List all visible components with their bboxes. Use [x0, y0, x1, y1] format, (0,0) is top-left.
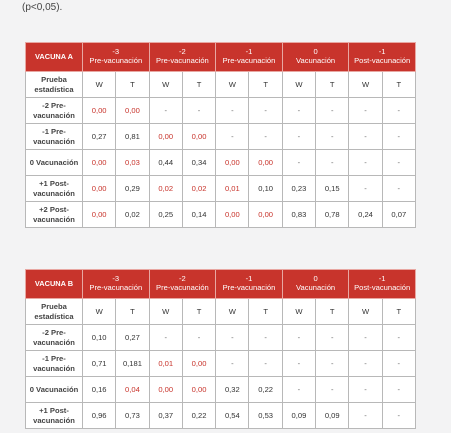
p-value-cell: 0,53 [249, 403, 282, 429]
test-column-header: T [182, 299, 215, 325]
p-value-cell: 0,00 [249, 202, 282, 228]
test-column-header: W [149, 299, 182, 325]
p-value-cell: 0,16 [83, 377, 116, 403]
table-row [26, 202, 416, 228]
p-value-cell: - [249, 98, 282, 124]
p-value-cell: - [282, 325, 315, 351]
period-label: Pre-vacunación [222, 56, 276, 65]
p-value-cell: 0,07 [382, 202, 415, 228]
period-header [149, 270, 216, 299]
p-value-cell: - [149, 325, 182, 351]
test-column-header: W [83, 72, 116, 98]
p-value-cell: 0,10 [83, 325, 116, 351]
period-header [349, 43, 416, 72]
subheader-row [26, 299, 416, 325]
p-value-cell: 0,00 [149, 377, 182, 403]
p-value-cell: 0,02 [182, 176, 215, 202]
p-value-cell: - [349, 377, 382, 403]
p-value-cell: 0,25 [149, 202, 182, 228]
p-value-cell: 0,00 [83, 202, 116, 228]
p-value-cell: - [316, 124, 349, 150]
p-value-cell: - [282, 150, 315, 176]
p-value-cell: 0,01 [216, 176, 249, 202]
p-value-cell: 0,00 [83, 176, 116, 202]
p-value-cell: 0,02 [149, 176, 182, 202]
p-value-cell: 0,14 [182, 202, 215, 228]
test-column-header: W [216, 72, 249, 98]
p-value-cell: - [382, 403, 415, 429]
table-row [26, 150, 416, 176]
row-label: +1 Post-vacunación [26, 176, 83, 202]
test-column-header: T [182, 72, 215, 98]
vaccine-a-table [25, 42, 416, 228]
test-column-header: W [282, 299, 315, 325]
period-label: Pre-vacunación [156, 56, 209, 65]
header-row [26, 270, 416, 299]
table-row [26, 351, 416, 377]
test-column-header: T [316, 299, 349, 325]
row-label: +1 Post-vacunación [26, 403, 83, 429]
test-column-header: T [382, 299, 415, 325]
p-value-cell: 0,181 [116, 351, 149, 377]
period-header [149, 43, 216, 72]
row-header-label: Prueba estadística [26, 299, 83, 325]
period-header [282, 43, 349, 72]
p-value-cell: - [249, 124, 282, 150]
table-row [26, 403, 416, 429]
table-row [26, 124, 416, 150]
period-number: -1 [245, 47, 253, 57]
period-number: -2 [179, 274, 186, 284]
period-number: 0 [313, 274, 318, 284]
p-value-cell: - [216, 124, 249, 150]
p-value-cell: - [349, 98, 382, 124]
test-column-header: T [116, 72, 149, 98]
p-value-cell: 0,23 [282, 176, 315, 202]
period-label: Pre-vacunación [89, 56, 143, 65]
period-number: -3 [112, 274, 120, 284]
test-column-header: W [149, 72, 182, 98]
p-value-cell: 0,00 [182, 124, 215, 150]
test-column-header: W [282, 72, 315, 98]
p-value-cell: 0,00 [83, 150, 116, 176]
p-value-cell: 0,04 [116, 377, 149, 403]
vaccine-label: VACUNA A [26, 43, 83, 72]
p-value-cell: 0,10 [249, 176, 282, 202]
period-label: Post-vacunación [354, 56, 411, 65]
test-column-header: W [349, 72, 382, 98]
p-value-cell: 0,81 [116, 124, 149, 150]
p-value-cell: - [316, 377, 349, 403]
p-value-cell: 0,54 [216, 403, 249, 429]
subheader-row [26, 72, 416, 98]
p-value-cell: - [382, 325, 415, 351]
p-value-cell: - [382, 124, 415, 150]
p-value-cell: - [382, 176, 415, 202]
period-header [216, 270, 283, 299]
test-column-header: W [83, 299, 116, 325]
p-value-cell: - [382, 98, 415, 124]
p-value-cell: - [316, 351, 349, 377]
table-row [26, 325, 416, 351]
row-label: +2 Post-vacunación [26, 202, 83, 228]
p-value-cell: - [316, 98, 349, 124]
p-value-cell: - [349, 150, 382, 176]
p-value-cell: - [349, 351, 382, 377]
intro-text: (p<0,05). [22, 2, 63, 13]
p-value-cell: 0,73 [116, 403, 149, 429]
p-value-cell: 0,00 [216, 150, 249, 176]
p-value-cell: 0,78 [316, 202, 349, 228]
p-value-cell: 0,00 [182, 351, 215, 377]
p-value-cell: - [216, 325, 249, 351]
period-number: -1 [378, 47, 386, 57]
p-value-cell: 0,34 [182, 150, 215, 176]
p-value-cell: 0,00 [249, 150, 282, 176]
p-value-cell: 0,22 [249, 377, 282, 403]
p-value-cell: - [382, 150, 415, 176]
vaccine-b-table [25, 269, 416, 429]
p-value-cell: 0,00 [182, 377, 215, 403]
vaccine-label: VACUNA B [26, 270, 83, 299]
table-row [26, 176, 416, 202]
row-label: -1 Pre-vacunación [26, 124, 83, 150]
period-number: -3 [112, 47, 120, 57]
row-label: -2 Pre-vacunación [26, 325, 83, 351]
period-label: Vacunación [296, 283, 336, 292]
p-value-cell: - [216, 98, 249, 124]
p-value-cell: - [382, 377, 415, 403]
period-label: Pre-vacunación [222, 283, 276, 292]
row-label: 0 Vacunación [26, 150, 83, 176]
table-row [26, 377, 416, 403]
p-value-cell: - [282, 124, 315, 150]
test-column-header: T [249, 72, 282, 98]
p-value-cell: - [216, 351, 249, 377]
p-value-cell: 0,83 [282, 202, 315, 228]
test-column-header: W [216, 299, 249, 325]
p-value-cell: 0,15 [316, 176, 349, 202]
p-value-cell: 0,09 [316, 403, 349, 429]
period-header [282, 270, 349, 299]
test-column-header: T [116, 299, 149, 325]
p-value-cell: - [316, 150, 349, 176]
p-value-cell: 0,22 [182, 403, 215, 429]
p-value-cell: 0,29 [116, 176, 149, 202]
row-label: 0 Vacunación [26, 377, 83, 403]
p-value-cell: 0,44 [149, 150, 182, 176]
test-column-header: T [249, 299, 282, 325]
p-value-cell: 0,01 [149, 351, 182, 377]
p-value-cell: 0,71 [83, 351, 116, 377]
p-value-cell: - [349, 176, 382, 202]
p-value-cell: 0,02 [116, 202, 149, 228]
p-value-cell: - [182, 98, 215, 124]
period-header [83, 43, 150, 72]
p-value-cell: - [316, 325, 349, 351]
p-value-cell: 0,03 [116, 150, 149, 176]
table-row [26, 98, 416, 124]
p-value-cell: - [149, 98, 182, 124]
period-label: Post-vacunación [354, 283, 411, 292]
period-number: -2 [179, 47, 186, 57]
p-value-cell: 0,00 [149, 124, 182, 150]
p-value-cell: 0,24 [349, 202, 382, 228]
p-value-cell: 0,96 [83, 403, 116, 429]
p-value-cell: - [382, 351, 415, 377]
period-number: 0 [313, 47, 318, 57]
p-value-cell: - [282, 98, 315, 124]
period-number: -1 [378, 274, 386, 284]
header-row [26, 43, 416, 72]
p-value-cell: - [282, 351, 315, 377]
row-label: -2 Pre-vacunación [26, 98, 83, 124]
p-value-cell: - [349, 403, 382, 429]
p-value-cell: 0,00 [116, 98, 149, 124]
period-number: -1 [245, 274, 253, 284]
period-header [349, 270, 416, 299]
p-value-cell: - [182, 325, 215, 351]
p-value-cell: - [349, 325, 382, 351]
period-header [83, 270, 150, 299]
period-label: Pre-vacunación [156, 283, 209, 292]
row-label: -1 Pre-vacunación [26, 351, 83, 377]
p-value-cell: 0,00 [216, 202, 249, 228]
p-value-cell: 0,37 [149, 403, 182, 429]
p-value-cell: 0,32 [216, 377, 249, 403]
row-header-label: Prueba estadística [26, 72, 83, 98]
test-column-header: W [349, 299, 382, 325]
p-value-cell: - [249, 325, 282, 351]
period-label: Pre-vacunación [89, 283, 143, 292]
p-value-cell: 0,09 [282, 403, 315, 429]
p-value-cell: 0,27 [83, 124, 116, 150]
test-column-header: T [316, 72, 349, 98]
period-header [216, 43, 283, 72]
period-label: Vacunación [296, 56, 336, 65]
p-value-cell: - [249, 351, 282, 377]
p-value-cell: - [349, 124, 382, 150]
p-value-cell: 0,27 [116, 325, 149, 351]
p-value-cell: - [282, 377, 315, 403]
test-column-header: T [382, 72, 415, 98]
p-value-cell: 0,00 [83, 98, 116, 124]
